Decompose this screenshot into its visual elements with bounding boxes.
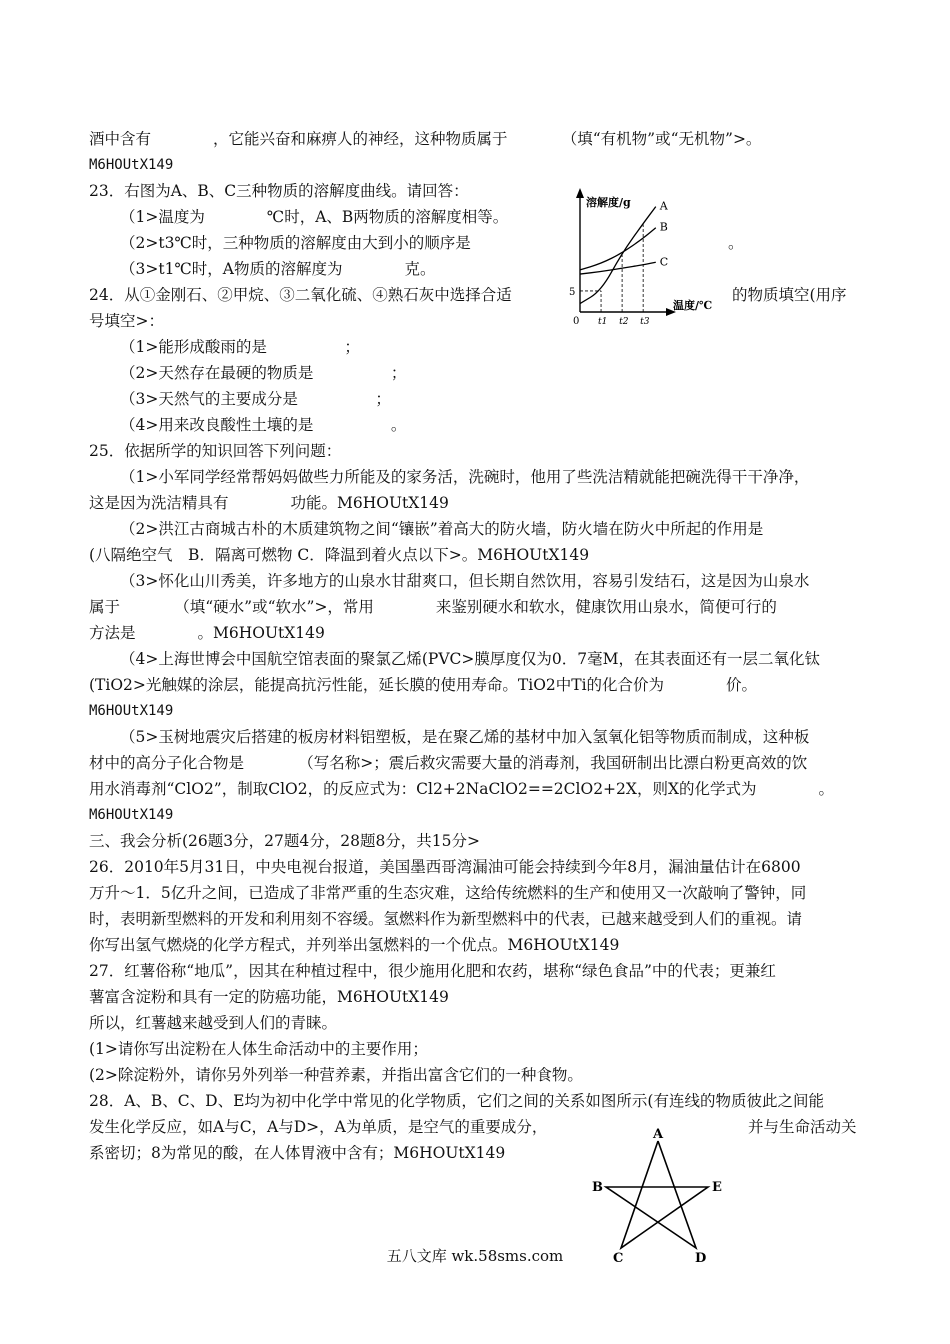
curve-C xyxy=(580,262,656,274)
curve-B xyxy=(580,228,656,270)
question-27-part-1: (1>请你写出淀粉在人体生命活动中的主要作用； xyxy=(89,1040,428,1058)
question-25-part-5: （5>玉树地震灾后搭建的板房材料铝塑板，是在聚乙烯的基材中加入氢氧化铝等物质而制成，这种板 xyxy=(120,728,810,746)
text-line: 系密切；8为常见的酸，在人体胃液中含有；M6HOUtX149 xyxy=(89,1144,506,1162)
text-line: 所以，红薯越来越受到人们的青睐。 xyxy=(89,1014,338,1032)
question-23-part-1: （1>温度为 ℃时，A、B两物质的溶解度相等。 xyxy=(120,208,509,226)
node-C: C xyxy=(613,1251,624,1265)
curve-label-A: A xyxy=(659,199,668,213)
y-tick-label: 5 xyxy=(569,286,576,298)
text-line: 你写出氢气燃烧的化学方程式，并列举出氢燃料的一个优点。M6HOUtX149 xyxy=(89,936,620,954)
y-axis-label: 溶解度/g xyxy=(586,196,631,209)
question-25-part-2: （2>洪江古商城古朴的木质建筑物之间“镶嵌”着高大的防火墙，防火墙在防火中所起的作用是 xyxy=(120,520,764,538)
x-axis-label: 温度/℃ xyxy=(673,299,713,312)
text-line: (TiO2>光触媒的涂层，能提高抗污性能，延长膜的使用寿命。TiO2中Ti的化合价为 价。 xyxy=(89,676,758,694)
question-24-part-2: （2>天然存在最硬的物质是 ； xyxy=(120,364,407,382)
x-tick-label: t3 xyxy=(640,317,650,327)
footer-watermark: 五八文库 wk.58sms.com xyxy=(386,1247,564,1265)
question-24-end: 的物质填空(用序 xyxy=(732,286,847,304)
text-line: M6HOUtX149 xyxy=(89,807,174,823)
question-24-cont: 号填空>： xyxy=(89,312,164,330)
star-lines xyxy=(606,1141,708,1248)
text-line: 材中的高分子化合物是 （写名称>；震后救灾需要大量的消毒剂，我国研制出比漂白粉更高效的饮 xyxy=(89,754,808,772)
text-line: 这是因为洗洁精具有 功能。M6HOUtX149 xyxy=(89,494,449,512)
question-25-part-4: （4>上海世博会中国航空馆表面的聚氯乙烯(PVC>膜厚度仅为0．7毫M，在其表面还有一层二氧化钛 xyxy=(120,650,820,668)
origin-label: 0 xyxy=(573,316,580,327)
text-line: 发生化学反应，如A与C，A与D>，A为单质，是空气的重要成分， xyxy=(89,1118,548,1136)
text-line: (八隔绝空气 B．隔离可燃物 C．降温到着火点以下>。M6HOUtX149 xyxy=(89,546,590,564)
x-tick-label: t1 xyxy=(598,317,608,327)
question-25-part-3: （3>怀化山川秀美，许多地方的山泉水甘甜爽口，但长期自然饮用，容易引发结石，这是因为山泉水 xyxy=(120,572,810,590)
question-26: 26．2010年5月31日，中央电视台报道，美国墨西哥湾漏油可能会持续到今年8月，漏油量估计在6800 xyxy=(89,858,801,876)
node-D: D xyxy=(695,1251,707,1265)
question-24-part-4: （4>用来改良酸性土壤的是 。 xyxy=(120,416,407,434)
text-line: 属于 （填“硬水”或“软水”>，常用 来鉴别硬水和软水，健康饮用山泉水，简便可行的 xyxy=(89,598,777,616)
solubility-chart xyxy=(560,180,730,330)
question-24: 24．从①金刚石、②甲烷、③二氧化硫、④熟石灰中选择合适 xyxy=(89,286,512,304)
question-28: 28．A、B、C、D、E均为初中化学中常见的化学物质，它们之间的关系如图所示(有连线的物质彼此之间能 xyxy=(89,1092,824,1110)
question-25-part-1: （1>小军同学经常帮妈妈做些力所能及的家务活，洗碗时，他用了些洗洁精就能把碗洗得干干净净， xyxy=(120,468,810,486)
node-A: A xyxy=(653,1127,664,1142)
curve-label-B: B xyxy=(659,220,668,234)
text-line: M6HOUtX149 xyxy=(89,157,174,173)
question-23-part-2: （2>t3℃时，三种物质的溶解度由大到小的顺序是 xyxy=(120,234,471,252)
text-line-end: 并与生命活动关 xyxy=(748,1118,857,1136)
text-line: 用水消毒剂“ClO2”，制取ClO2，的反应式为：Cl2+2NaClO2==2ClO2+2X，则X的化学式为 。 xyxy=(89,780,834,798)
text-line: 酒中含有 ，它能兴奋和麻痹人的神经，这种物质属于 （填“有机物”或“无机物”>。 xyxy=(89,130,762,148)
node-B: B xyxy=(592,1180,603,1195)
text-line: 万升～1．5亿升之间，已造成了非常严重的生态灾难，这给传统燃料的生产和使用又一次敲响了警钟，同 xyxy=(89,884,807,902)
question-23-part-2-end: 。 xyxy=(728,234,744,252)
question-27: 27．红薯俗称“地瓜”，因其在种植过程中，很少施用化肥和农药，堪称“绿色食品”中的代表；更兼红 xyxy=(89,962,776,980)
question-25: 25．依据所学的知识回答下列问题： xyxy=(89,442,342,460)
y-axis-arrow xyxy=(576,188,584,198)
curve-label-C: C xyxy=(659,255,669,269)
text-line: M6HOUtX149 xyxy=(89,703,174,719)
question-23-part-3: （3>t1℃时，A物质的溶解度为 克。 xyxy=(120,260,436,278)
x-tick-label: t2 xyxy=(619,317,629,327)
question-27-part-2: (2>除淀粉外，请你另外列举一种营养素，并指出富含它们的一种食物。 xyxy=(89,1066,583,1084)
text-line: 薯富含淀粉和具有一定的防癌功能，M6HOUtX149 xyxy=(89,988,449,1006)
text-line: 方法是 。M6HOUtX149 xyxy=(89,624,325,642)
node-E: E xyxy=(712,1180,722,1195)
section-3-heading: 三、我会分析(26题3分，27题4分，28题8分，共15分> xyxy=(89,832,481,850)
text-line: 时，表明新型燃料的开发和利用刻不容缓。氢燃料作为新型燃料中的代表，已越来越受到人们的重视。请 xyxy=(89,910,803,928)
question-24-part-1: （1>能形成酸雨的是 ； xyxy=(120,338,360,356)
question-23: 23．右图为A、B、C三种物质的溶解度曲线。请回答： xyxy=(89,182,469,200)
question-24-part-3: （3>天然气的主要成分是 ； xyxy=(120,390,391,408)
star-diagram xyxy=(588,1125,738,1265)
